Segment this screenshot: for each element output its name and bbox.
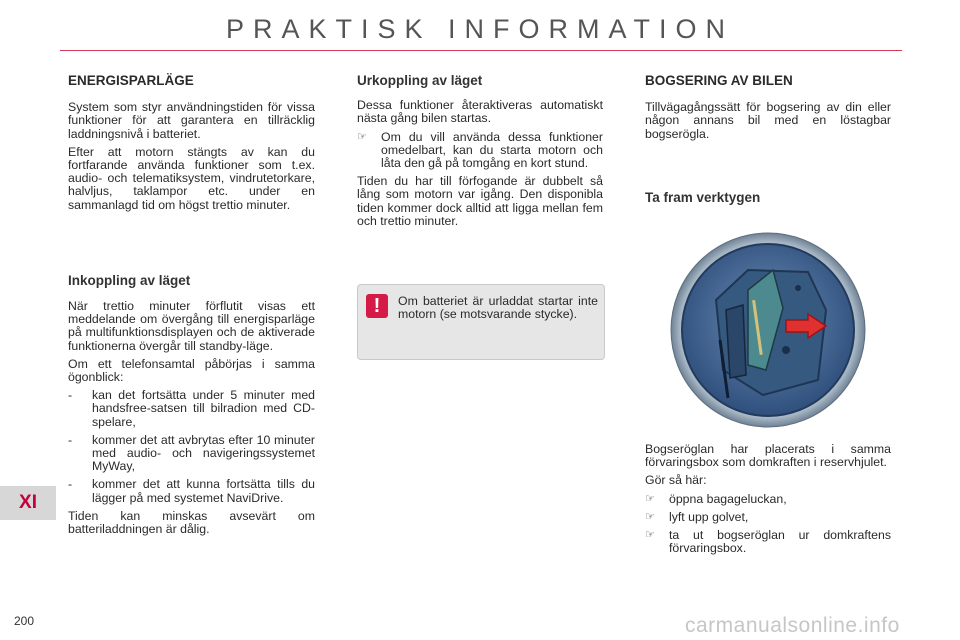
pointing-hand-icon: ☞: [645, 529, 655, 542]
paragraph: Tillvägagångssätt för bogsering av din eller någon annans bil med en löstagbar bogserögla.: [645, 100, 891, 141]
paragraph: Tiden kan minskas avsevärt om batteriladdningen är dålig.: [68, 508, 315, 537]
column-towing: [645, 74, 891, 204]
list-item: - kommer det att avbrytas efter 10 minuter med audio- och navigeringssystemet MyWay,: [68, 432, 315, 474]
list-item: ☞ lyft upp golvet,: [645, 509, 749, 524]
chapter-tab: XI: [0, 486, 56, 520]
paragraph: Bogseröglan har placerats i samma förvaringsbox som domkraften i reservhjulet.: [645, 442, 891, 470]
pointing-hand-icon: ☞: [357, 130, 367, 143]
watermark: carmanualsonline.info: [685, 614, 900, 637]
paragraph: System som styr användningstiden för vissa funktioner för att garantera en tillräcklig laddningsnivå i batteriet.: [68, 100, 315, 141]
list-item: ☞ Om du vill använda dessa funktioner omedelbart, kan du starta motorn och låta den gå på tomgång en kort stund.: [357, 129, 603, 171]
dash-bullet: -: [68, 432, 73, 447]
paragraph: Om ett telefonsamtal påbörjas i samma ögonblick:: [68, 356, 315, 385]
warning-icon: !: [366, 294, 388, 318]
list-item: ☞ ta ut bogseröglan ur domkraftens förvaringsbox.: [645, 528, 891, 556]
dash-bullet: -: [68, 388, 73, 403]
list-item: - kan det fortsätta under 5 minuter med handsfree-satsen till bilradion med CD-spelare,: [68, 388, 315, 429]
dash-bullet: -: [68, 477, 73, 492]
paragraph: Gör så här:: [645, 473, 707, 488]
section-title-energisparlage: ENERGISPARLÄGE: [68, 73, 194, 88]
pointing-hand-icon: ☞: [645, 492, 655, 505]
header-divider: [60, 50, 902, 51]
paragraph: Dessa funktioner återaktiveras automatiskt nästa gång bilen startas.: [357, 98, 603, 126]
subsection-title-verktygen: Ta fram verktygen: [645, 189, 761, 205]
section-title-urkoppling: Urkoppling av läget: [357, 73, 483, 88]
column-energy-saving: [68, 74, 315, 541]
subsection-title-inkoppling: Inkoppling av läget: [68, 272, 191, 288]
paragraph: Efter att motorn stängts av kan du fortfarande använda funktioner som t.ex. audio- och telematiksystem, vindrutetorkare, halvljus, taklampor etc. under en sammanlagd tid om högst trettio minuter.: [68, 144, 315, 212]
paragraph: Tiden du har till förfogande är dubbelt så lång som motorn var igång. Den disponibla tiden kommer dock alltid att ligga mellan fem och trettio minuter.: [357, 174, 603, 228]
column-towing-steps: [645, 443, 891, 560]
warning-box: [357, 284, 605, 360]
list-item: ☞ öppna bagageluckan,: [645, 491, 787, 506]
warning-text: Om batteriet är urladdat startar inte motorn (se motsvarande stycke).: [398, 294, 598, 321]
list-item: - kommer det att kunna fortsätta tills du lägger på med systemet NaviDrive.: [68, 477, 315, 505]
paragraph: När trettio minuter förflutit visas ett meddelande om övergång till energisparläge på multifunktionsdisplayen och de aktiverade funktionerna övergår till standby-läge.: [68, 299, 315, 353]
column-disconnect: [357, 74, 603, 233]
page-number: 200: [14, 614, 35, 628]
pointing-hand-icon: ☞: [645, 510, 655, 523]
spare-wheel-illustration: [668, 230, 868, 430]
page-title: PRAKTISK INFORMATION: [225, 14, 735, 44]
section-title-bogsering: BOGSERING AV BILEN: [645, 73, 793, 88]
